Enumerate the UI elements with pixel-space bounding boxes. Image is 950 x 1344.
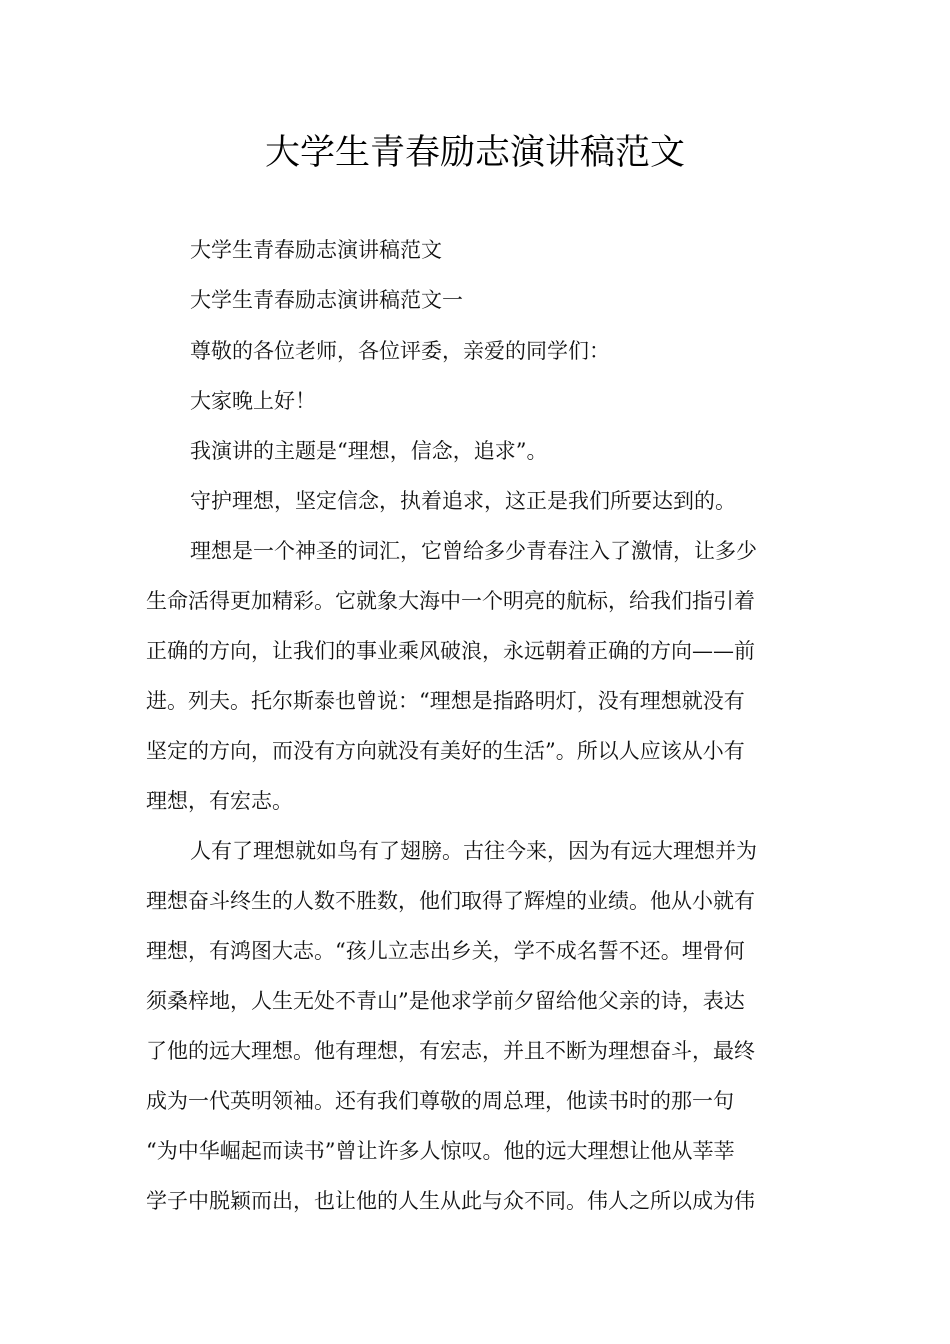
paragraph-line: 理想，有鸿图大志。“孩儿立志出乡关，学不成名誓不还。埋骨何 — [146, 939, 745, 963]
paragraph-line: 坚定的方向，而没有方向就没有美好的生活”。所以人应该从小有 — [146, 739, 745, 763]
paragraph-line: “为中华崛起而读书”曾让许多人惊叹。他的远大理想让他从莘莘 — [146, 1139, 735, 1163]
theme-line: 我演讲的主题是“理想，信念，追求”。 — [190, 439, 548, 463]
paragraph-line: 了他的远大理想。他有理想，有宏志，并且不断为理想奋斗，最终 — [146, 1039, 755, 1063]
paragraph-line: 理想是一个神圣的词汇，它曾给多少青春注入了激情，让多少 — [190, 539, 757, 563]
thesis-line: 守护理想，坚定信念，执着追求，这正是我们所要达到的。 — [190, 489, 736, 513]
paragraph-line: 进。列夫。托尔斯泰也曾说：“理想是指路明灯，没有理想就没有 — [146, 689, 745, 713]
paragraph-line: 学子中脱颖而出，也让他的人生从此与众不同。伟人之所以成为伟 — [146, 1189, 755, 1213]
section-heading: 大学生青春励志演讲稿范文一 — [190, 288, 463, 312]
greeting: 大家晚上好！ — [190, 389, 316, 413]
document-title: 大学生青春励志演讲稿范文 — [264, 133, 685, 173]
salutation: 尊敬的各位老师，各位评委，亲爱的同学们： — [190, 339, 610, 363]
paragraph-line: 理想奋斗终生的人数不胜数，他们取得了辉煌的业绩。他从小就有 — [146, 889, 755, 913]
paragraph-line: 理想，有宏志。 — [146, 789, 293, 813]
paragraph-line: 生命活得更加精彩。它就象大海中一个明亮的航标，给我们指引着 — [146, 589, 755, 613]
paragraph-line: 人有了理想就如鸟有了翅膀。古往今来，因为有远大理想并为 — [190, 839, 757, 863]
paragraph-line: 正确的方向，让我们的事业乘风破浪，永远朝着正确的方向——前 — [146, 639, 755, 663]
paragraph-line: 成为一代英明领袖。还有我们尊敬的周总理，他读书时的那一句 — [146, 1089, 734, 1113]
subtitle-line: 大学生青春励志演讲稿范文 — [190, 238, 442, 262]
paragraph-line: 须桑梓地，人生无处不青山”是他求学前夕留给他父亲的诗，表达 — [146, 989, 745, 1013]
